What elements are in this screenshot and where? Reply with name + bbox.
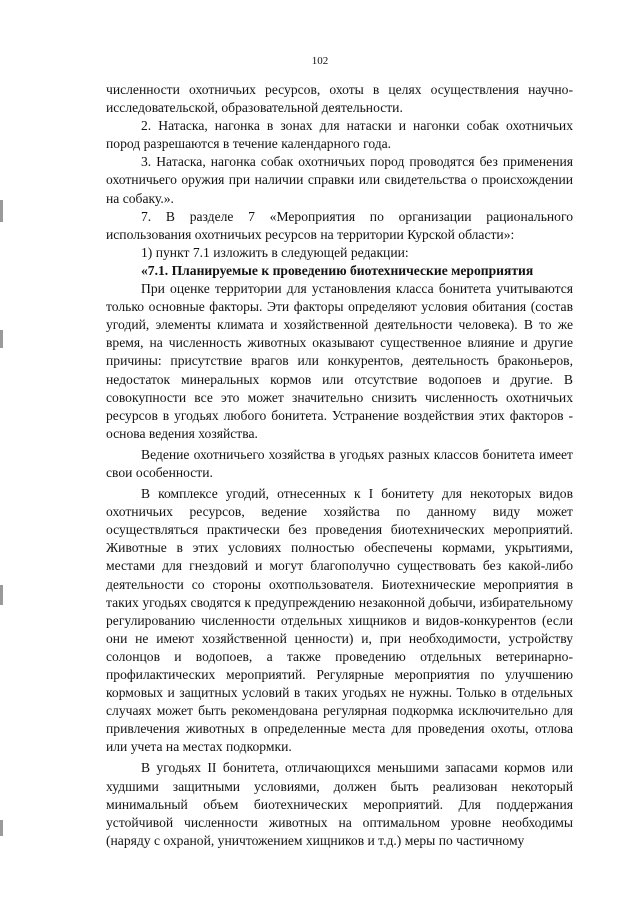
paragraph-bonitet-2: В угодьях II бонитета, отличающихся меньшими запасами кормов или худшими защитными условиями, должен быть реализован некоторый минимальный объем биотехнических мероприятий. Для поддержания устойчивой численности животных на оптимальном уровне необходимы (наряду с охраной, уничтожением хищников и т.д.) меры по частичному [106,760,573,848]
document-body [106,81,573,850]
paragraph-bonitet-1: В комплексе угодий, отнесенных к I бонитету для некоторых видов охотничьих ресурсов, ведение хозяйства по данному виду может осуществляться практически без проведения биотехнических мероприятий. Животные в этих условиях полностью обеспечены кормами, укрытиями, местами для гнездовий и могут благополучно существовать без какой-либо деятельности со стороны охотпользователя. Биотехнические мероприятия в таких угодьях сводятся к предупреждению незаконной добычи, избирательному регулированию численности отдельных хищников и видов-конкурентов (если они не имеют хозяйственной ценности) и, при необходимости, устройству солонцов и водопоев, а также проведению отдельных ветеринарно-профилактических мероприятий. Регулярные мероприятия по улучшению кормовых и защитных условий в таких угодьях не нужны. Только в отдельных случаях может быть рекомендована регулярная подкормка исключительно для привлечения животных в определенные места для проведения охоты, отлова или учета на местах подкормки. [106,486,573,755]
scan-margin-mark [0,585,3,605]
paragraph-features: Ведение охотничьего хозяйства в угодьях разных классов бонитета имеет свои особенности. [106,446,573,480]
section-heading: «7.1. Планируемые к проведению биотехнические мероприятия [141,262,534,278]
paragraph-item-3: 3. Натаска, нагонка собак охотничьих пород проводятся без применения охотничьего оружия при наличии справки или свидетельства о происхождении на собаку.». [106,154,573,206]
paragraph-assessment: При оценке территории для установления класса бонитета учитываются только основные факторы. Эти факторы определяют условия обитания (состав угодий, элементы климата и хозяйственной деятельности человека). В то же время, на численность животных оказывают существенное влияние и другие причины: присутствие врагов или конкурентов, деятельность браконьеров, недостаток минеральных кормов или отсутствие водопоев и другие. В совокупности все это может значительно снизить численность охотничьих ресурсов в угодьях любого бонитета. Устранение воздействия этих факторов - основа ведения хозяйства. [106,281,573,441]
scan-margin-mark [0,820,3,836]
paragraph-subitem-1: 1) пункт 7.1 изложить в следующей редакции: [141,244,409,260]
scan-margin-mark [0,330,3,348]
scan-margin-mark [0,200,3,222]
page-number: 102 [311,55,329,67]
paragraph-item-2: 2. Натаска, нагонка в зонах для натаски и нагонки собак охотничьих пород разрешаются в течение календарного года. [106,118,573,152]
paragraph-continuation: численности охотничьих ресурсов, охоты в целях осуществления научно-исследовательской, образовательной деятельности. [106,82,573,116]
paragraph-section-7: 7. В разделе 7 «Мероприятия по организации рационального использования охотничьих ресурсов на территории Курской области»: [106,208,573,242]
